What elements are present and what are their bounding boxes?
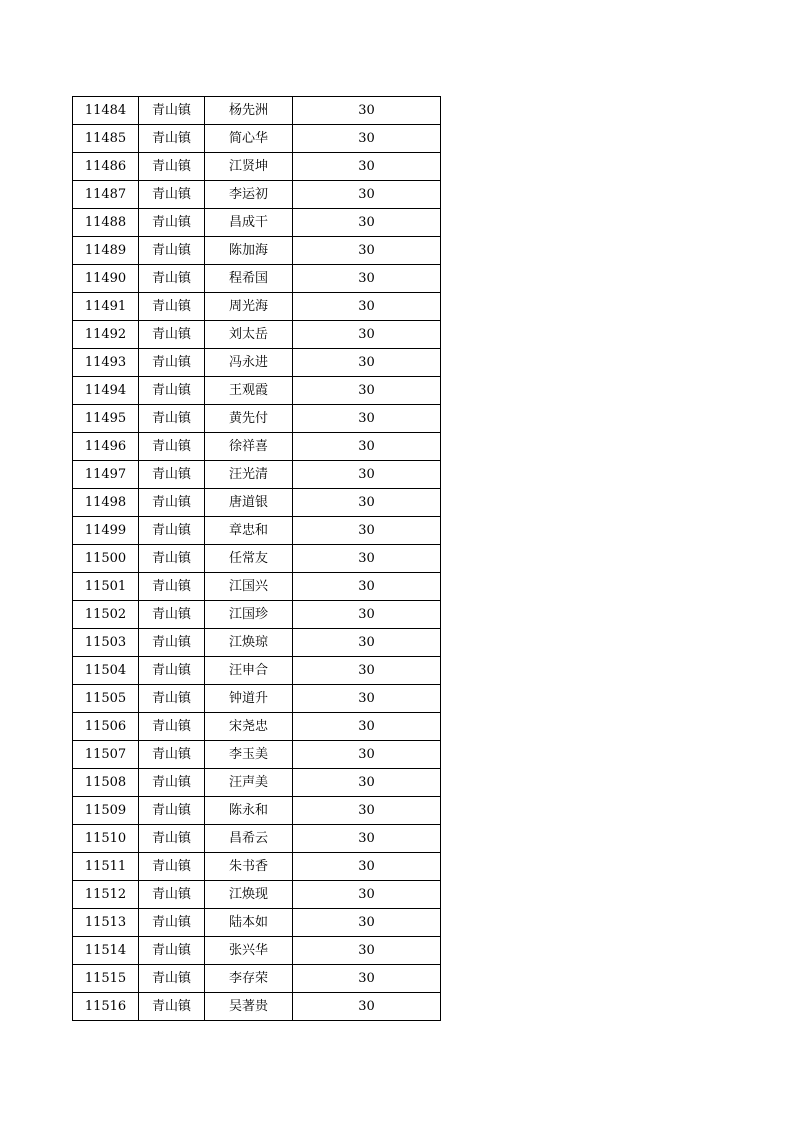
- amount-cell: 30: [293, 685, 441, 713]
- row-number-cell: 11500: [73, 545, 139, 573]
- row-number-cell: 11504: [73, 657, 139, 685]
- row-number-cell: 11486: [73, 153, 139, 181]
- row-number-cell: 11498: [73, 489, 139, 517]
- row-number-cell: 11511: [73, 853, 139, 881]
- amount-cell: 30: [293, 713, 441, 741]
- person-name-cell: 章忠和: [205, 517, 293, 545]
- town-cell: 青山镇: [139, 321, 205, 349]
- person-name-cell: 李运初: [205, 181, 293, 209]
- amount-cell: 30: [293, 853, 441, 881]
- row-number-cell: 11514: [73, 937, 139, 965]
- person-name-cell: 宋尧忠: [205, 713, 293, 741]
- row-number-cell: 11512: [73, 881, 139, 909]
- town-cell: 青山镇: [139, 349, 205, 377]
- town-cell: 青山镇: [139, 741, 205, 769]
- amount-cell: 30: [293, 517, 441, 545]
- amount-cell: 30: [293, 881, 441, 909]
- amount-cell: 30: [293, 993, 441, 1021]
- person-name-cell: 唐道银: [205, 489, 293, 517]
- town-cell: 青山镇: [139, 97, 205, 125]
- amount-cell: 30: [293, 937, 441, 965]
- town-cell: 青山镇: [139, 797, 205, 825]
- town-cell: 青山镇: [139, 853, 205, 881]
- table-row: [73, 517, 441, 545]
- row-number-cell: 11505: [73, 685, 139, 713]
- person-name-cell: 汪申合: [205, 657, 293, 685]
- table-row: [73, 293, 441, 321]
- table-row: [73, 265, 441, 293]
- table-row: [73, 937, 441, 965]
- row-number-cell: 11499: [73, 517, 139, 545]
- table-row: [73, 405, 441, 433]
- row-number-cell: 11493: [73, 349, 139, 377]
- town-cell: 青山镇: [139, 125, 205, 153]
- amount-cell: 30: [293, 405, 441, 433]
- amount-cell: 30: [293, 153, 441, 181]
- person-name-cell: 江焕琼: [205, 629, 293, 657]
- table-row: [73, 97, 441, 125]
- row-number-cell: 11484: [73, 97, 139, 125]
- town-cell: 青山镇: [139, 657, 205, 685]
- table-row: [73, 153, 441, 181]
- person-name-cell: 汪光清: [205, 461, 293, 489]
- town-cell: 青山镇: [139, 461, 205, 489]
- amount-cell: 30: [293, 209, 441, 237]
- table-row: [73, 713, 441, 741]
- person-name-cell: 昌成干: [205, 209, 293, 237]
- amount-cell: 30: [293, 433, 441, 461]
- person-name-cell: 徐祥喜: [205, 433, 293, 461]
- town-cell: 青山镇: [139, 293, 205, 321]
- person-name-cell: 冯永进: [205, 349, 293, 377]
- person-name-cell: 李存荣: [205, 965, 293, 993]
- row-number-cell: 11515: [73, 965, 139, 993]
- town-cell: 青山镇: [139, 405, 205, 433]
- table-row: [73, 433, 441, 461]
- amount-cell: 30: [293, 769, 441, 797]
- person-name-cell: 江国兴: [205, 573, 293, 601]
- person-name-cell: 吴著贵: [205, 993, 293, 1021]
- amount-cell: 30: [293, 377, 441, 405]
- town-cell: 青山镇: [139, 909, 205, 937]
- amount-cell: 30: [293, 321, 441, 349]
- town-cell: 青山镇: [139, 881, 205, 909]
- row-number-cell: 11496: [73, 433, 139, 461]
- town-cell: 青山镇: [139, 937, 205, 965]
- row-number-cell: 11491: [73, 293, 139, 321]
- table-row: [73, 685, 441, 713]
- amount-cell: 30: [293, 741, 441, 769]
- table-row: [73, 797, 441, 825]
- amount-cell: 30: [293, 601, 441, 629]
- town-cell: 青山镇: [139, 573, 205, 601]
- row-number-cell: 11507: [73, 741, 139, 769]
- row-number-cell: 11510: [73, 825, 139, 853]
- table-row: [73, 909, 441, 937]
- person-name-cell: 李玉美: [205, 741, 293, 769]
- row-number-cell: 11490: [73, 265, 139, 293]
- row-number-cell: 11488: [73, 209, 139, 237]
- town-cell: 青山镇: [139, 433, 205, 461]
- row-number-cell: 11497: [73, 461, 139, 489]
- town-cell: 青山镇: [139, 517, 205, 545]
- table-row: [73, 769, 441, 797]
- town-cell: 青山镇: [139, 545, 205, 573]
- row-number-cell: 11487: [73, 181, 139, 209]
- table-row: [73, 825, 441, 853]
- table-row: [73, 461, 441, 489]
- row-number-cell: 11502: [73, 601, 139, 629]
- table-row: [73, 377, 441, 405]
- amount-cell: 30: [293, 97, 441, 125]
- person-name-cell: 昌希云: [205, 825, 293, 853]
- town-cell: 青山镇: [139, 237, 205, 265]
- amount-cell: 30: [293, 461, 441, 489]
- row-number-cell: 11501: [73, 573, 139, 601]
- row-number-cell: 11489: [73, 237, 139, 265]
- amount-cell: 30: [293, 545, 441, 573]
- row-number-cell: 11513: [73, 909, 139, 937]
- table-row: [73, 629, 441, 657]
- table-row: [73, 993, 441, 1021]
- town-cell: 青山镇: [139, 965, 205, 993]
- town-cell: 青山镇: [139, 825, 205, 853]
- person-name-cell: 刘太岳: [205, 321, 293, 349]
- person-name-cell: 张兴华: [205, 937, 293, 965]
- amount-cell: 30: [293, 293, 441, 321]
- table-row: [73, 237, 441, 265]
- town-cell: 青山镇: [139, 769, 205, 797]
- person-name-cell: 汪声美: [205, 769, 293, 797]
- row-number-cell: 11509: [73, 797, 139, 825]
- table-row: [73, 881, 441, 909]
- row-number-cell: 11494: [73, 377, 139, 405]
- town-cell: 青山镇: [139, 377, 205, 405]
- row-number-cell: 11485: [73, 125, 139, 153]
- town-cell: 青山镇: [139, 265, 205, 293]
- town-cell: 青山镇: [139, 713, 205, 741]
- row-number-cell: 11492: [73, 321, 139, 349]
- table-row: [73, 965, 441, 993]
- person-name-cell: 任常友: [205, 545, 293, 573]
- row-number-cell: 11506: [73, 713, 139, 741]
- person-name-cell: 杨先洲: [205, 97, 293, 125]
- person-name-cell: 钟道升: [205, 685, 293, 713]
- person-name-cell: 程希国: [205, 265, 293, 293]
- table-row: [73, 321, 441, 349]
- person-name-cell: 陈加海: [205, 237, 293, 265]
- person-name-cell: 王观霞: [205, 377, 293, 405]
- person-name-cell: 江国珍: [205, 601, 293, 629]
- amount-cell: 30: [293, 237, 441, 265]
- row-number-cell: 11516: [73, 993, 139, 1021]
- amount-cell: 30: [293, 797, 441, 825]
- town-cell: 青山镇: [139, 209, 205, 237]
- amount-cell: 30: [293, 489, 441, 517]
- person-name-cell: 江焕现: [205, 881, 293, 909]
- amount-cell: 30: [293, 265, 441, 293]
- person-name-cell: 陆本如: [205, 909, 293, 937]
- table-row: [73, 545, 441, 573]
- amount-cell: 30: [293, 125, 441, 153]
- amount-cell: 30: [293, 909, 441, 937]
- person-name-cell: 黄先付: [205, 405, 293, 433]
- table-row: [73, 489, 441, 517]
- row-number-cell: 11503: [73, 629, 139, 657]
- table-body: [73, 97, 441, 1021]
- person-name-cell: 简心华: [205, 125, 293, 153]
- row-number-cell: 11508: [73, 769, 139, 797]
- table-row: [73, 125, 441, 153]
- subsidy-table: [72, 96, 441, 1021]
- table-row: [73, 657, 441, 685]
- town-cell: 青山镇: [139, 685, 205, 713]
- table-row: [73, 349, 441, 377]
- amount-cell: 30: [293, 629, 441, 657]
- person-name-cell: 陈永和: [205, 797, 293, 825]
- person-name-cell: 江贤坤: [205, 153, 293, 181]
- amount-cell: 30: [293, 825, 441, 853]
- person-name-cell: 周光海: [205, 293, 293, 321]
- person-name-cell: 朱书香: [205, 853, 293, 881]
- table-row: [73, 209, 441, 237]
- amount-cell: 30: [293, 657, 441, 685]
- row-number-cell: 11495: [73, 405, 139, 433]
- table-row: [73, 181, 441, 209]
- table-row: [73, 573, 441, 601]
- amount-cell: 30: [293, 573, 441, 601]
- town-cell: 青山镇: [139, 993, 205, 1021]
- town-cell: 青山镇: [139, 601, 205, 629]
- town-cell: 青山镇: [139, 181, 205, 209]
- amount-cell: 30: [293, 965, 441, 993]
- amount-cell: 30: [293, 181, 441, 209]
- town-cell: 青山镇: [139, 489, 205, 517]
- town-cell: 青山镇: [139, 629, 205, 657]
- table-row: [73, 853, 441, 881]
- table-row: [73, 601, 441, 629]
- table-row: [73, 741, 441, 769]
- amount-cell: 30: [293, 349, 441, 377]
- town-cell: 青山镇: [139, 153, 205, 181]
